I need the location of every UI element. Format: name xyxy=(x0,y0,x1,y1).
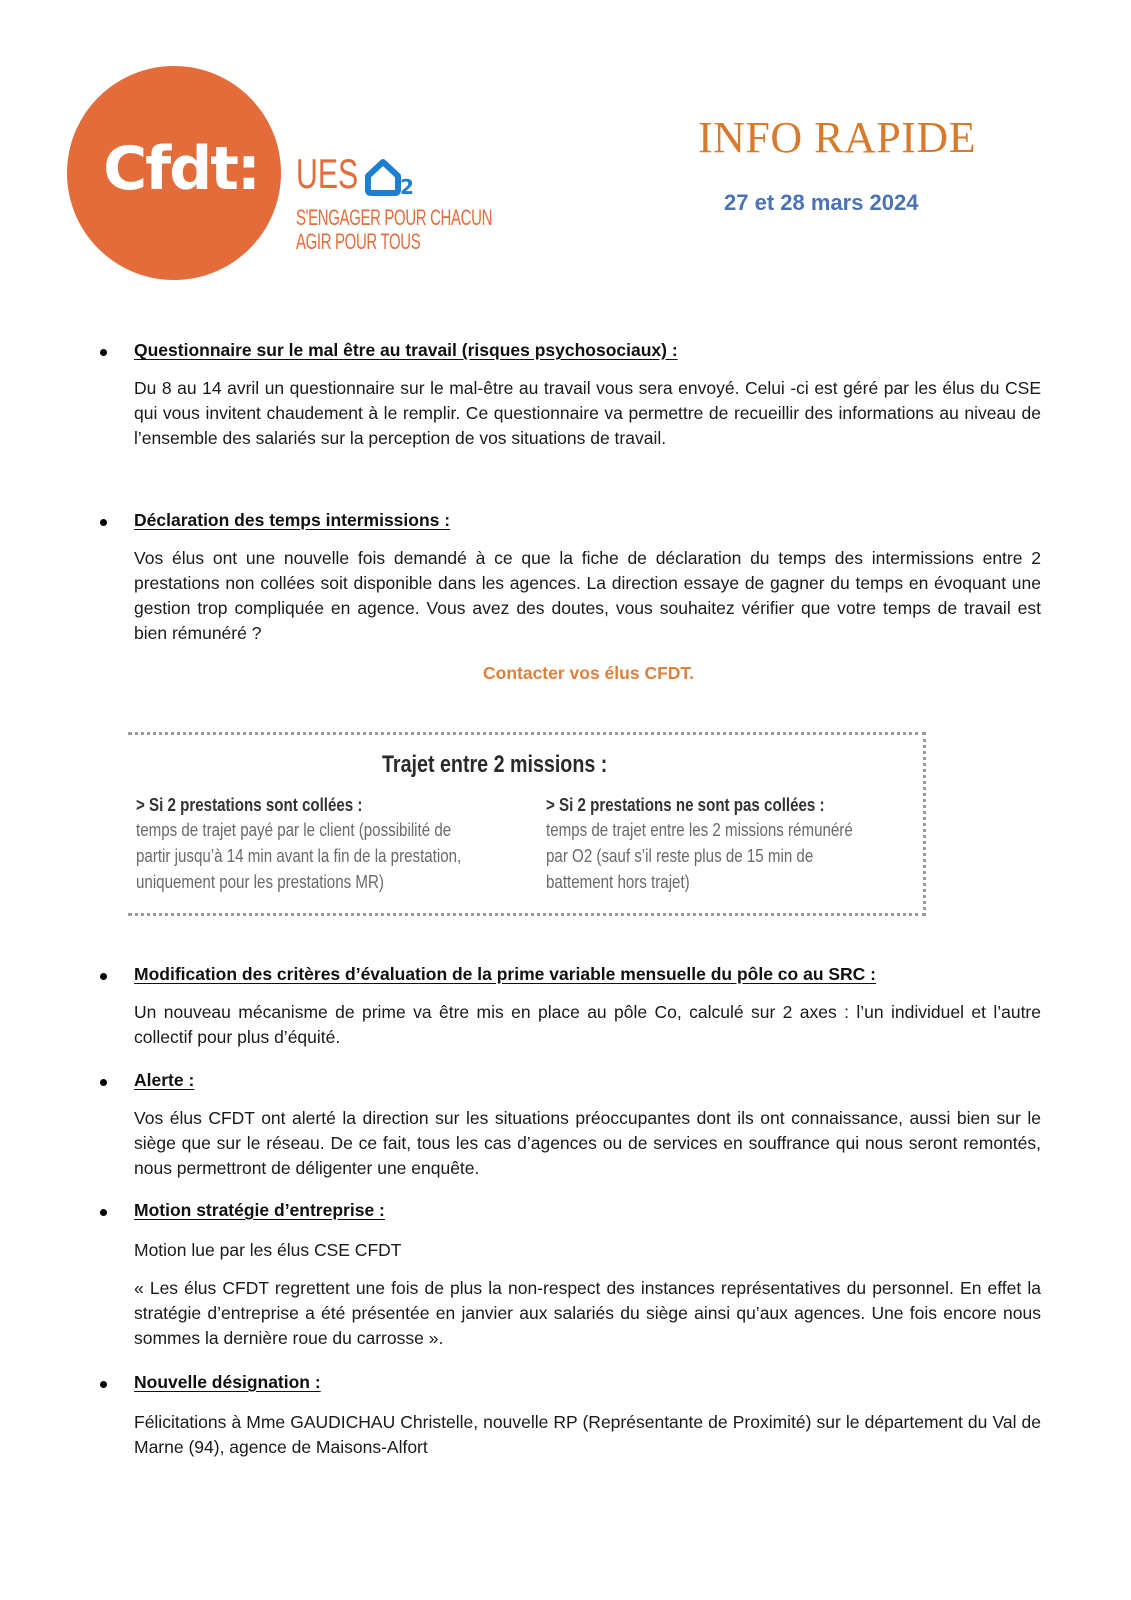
section-paragraph: Un nouveau mécanisme de prime va être mis en place au pôle Co, calculé sur 2 axes : l’un individuel et l’autre collectif pour plus d’équité. xyxy=(134,1002,1041,1047)
bullet-icon xyxy=(100,1079,107,1086)
section-paragraph: Félicitations à Mme GAUDICHAU Christelle, nouvelle RP (Représentante de Proximité) sur le département du Val de Marne (94), agence de Maisons-Alfort xyxy=(134,1412,1041,1457)
trajet-col-heading: > Si 2 prestations sont collées : xyxy=(136,795,363,815)
section-heading: Questionnaire sur le mal être au travail (risques psychosociaux) : xyxy=(134,340,678,360)
section-paragraph: Du 8 au 14 avril un questionnaire sur le mal-être au travail vous sera envoyé. Celui -ci est géré par les élus du CSE qui vous invitent chaudement à le remplir. Ce questionnaire va permettre de recueillir des informations au niveau de l’ensemble des salariés sur la perception de vos situations de travail. xyxy=(134,378,1041,448)
section-paragraph: Vos élus CFDT ont alerté la direction sur les situations préoccupantes dont ils ont connaissance, aussi bien sur le siège que sur le réseau. De ce fait, tous les cas d’agences ou de services en souffrance qui nous seront remontés, nous permettront de déligenter une enquête. xyxy=(134,1108,1041,1178)
trajet-col-heading: > Si 2 prestations ne sont pas collées : xyxy=(546,795,825,815)
o2-house-icon xyxy=(364,152,424,196)
contact-cta: Contacter vos élus CFDT. xyxy=(483,663,695,683)
trajet-col-line: battement hors trajet) xyxy=(546,872,690,892)
bullet-icon xyxy=(100,973,107,980)
motion-quote: « Les élus CFDT regrettent une fois de plus la non-respect des instances représentatives du personnel. En effet la stratégie d’entreprise a été présentée en janvier aux salariés du siège ainsi qu’aux agences. Une fois encore nous sommes la dernière roue du carrosse ». xyxy=(134,1278,1041,1348)
trajet-col-line: uniquement pour les prestations MR) xyxy=(136,872,384,892)
bullet-icon xyxy=(100,1209,107,1216)
section-paragraph: Motion lue par les élus CSE CFDT xyxy=(134,1240,402,1260)
tagline-line1: S'ENGAGER POUR CHACUN xyxy=(296,205,493,230)
ues-o2-branding xyxy=(296,152,584,254)
bullet-icon xyxy=(100,519,107,526)
trajet-col-non-collees xyxy=(546,793,911,895)
section-heading: Nouvelle désignation : xyxy=(134,1372,321,1392)
bullet-icon xyxy=(100,349,107,356)
trajet-info-box xyxy=(128,732,926,916)
trajet-col-collees xyxy=(136,793,523,895)
trajet-col-line: temps de trajet payé par le client (possibilité de xyxy=(136,820,452,840)
cfdt-logo xyxy=(67,66,281,280)
trajet-col-line: partir jusqu’à 14 min avant la fin de la prestation, xyxy=(136,846,462,866)
trajet-col-line: par O2 (sauf s’il reste plus de 15 min de xyxy=(546,846,814,866)
ues-label: UES xyxy=(296,150,359,197)
o2-subscript: 2 xyxy=(400,175,414,196)
trajet-col-line: temps de trajet entre les 2 missions rémunéré xyxy=(546,820,853,840)
page-date: 27 et 28 mars 2024 xyxy=(724,190,919,215)
trajet-title: Trajet entre 2 missions : xyxy=(382,751,608,778)
tagline-line2: AGIR POUR TOUS xyxy=(296,229,421,254)
section-heading: Déclaration des temps intermissions : xyxy=(134,510,451,530)
section-heading: Motion stratégie d’entreprise : xyxy=(134,1200,385,1220)
bullet-icon xyxy=(100,1381,107,1388)
logo-text: Cfdt: xyxy=(103,134,259,204)
section-heading: Modification des critères d’évaluation de la prime variable mensuelle du pôle co au SRC : xyxy=(134,964,877,984)
page-title: INFO RAPIDE xyxy=(698,113,977,162)
section-heading: Alerte : xyxy=(134,1070,195,1090)
section-paragraph: Vos élus ont une nouvelle fois demandé à ce que la fiche de déclaration du temps des intermissions entre 2 prestations non collées soit disponible dans les agences. La direction essaye de gagner du temps en évoquant une gestion trop compliquée en agence. Vous avez des doutes, vous souhaitez vérifier que votre temps de travail est bien rémunéré ? xyxy=(134,548,1041,643)
